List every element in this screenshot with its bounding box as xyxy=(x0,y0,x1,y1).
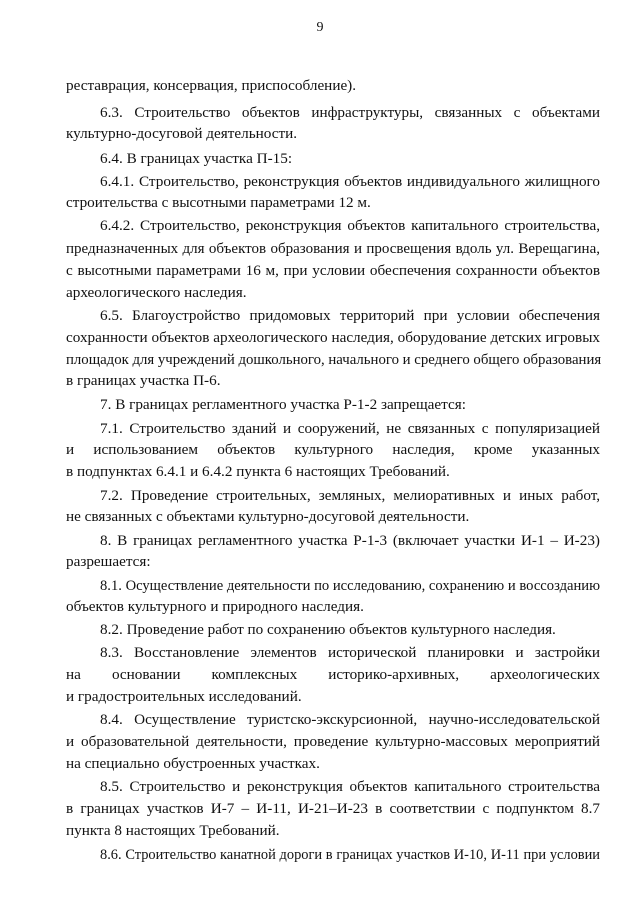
text-line: в подпунктах 6.4.1 и 6.4.2 пункта 6 настоящих Требований. xyxy=(66,463,450,480)
text-line: с высотными параметрами 16 м, при условии обеспечения сохранности объектов xyxy=(66,262,600,279)
text-line: 6.3. Строительство объектов инфраструктуры, связанных с объектами xyxy=(100,104,600,121)
text-line: предназначенных для объектов образования и просвещения вдоль ул. Верещагина, xyxy=(66,241,600,257)
text-line: 6.4.2. Строительство, реконструкция объектов капитального строительства, xyxy=(100,217,600,234)
text-line: и образовательной деятельности, проведение культурно-массовых мероприятий xyxy=(66,733,600,750)
text-line: 8.4. Осуществление туристско-экскурсионной, научно-исследовательской xyxy=(100,711,600,728)
text-line: реставрация, консервация, приспособление). xyxy=(66,77,357,94)
text-line: разрешается: xyxy=(66,553,151,570)
text-line: в границах участка П-6. xyxy=(66,372,221,389)
page-number: 9 xyxy=(316,20,324,35)
text-line: 7.1. Строительство зданий и сооружений, не связанных с популяризацией xyxy=(100,420,600,437)
text-line: площадок для учреждений дошкольного, начального и среднего общего образования xyxy=(66,352,602,368)
text-line: сохранности объектов археологического наследия, оборудование детских игровых xyxy=(66,329,600,346)
text-line: культурно-досуговой деятельности. xyxy=(66,125,298,142)
text-line: объектов культурного и природного наследия. xyxy=(66,598,364,615)
text-line: и использованием объектов культурного наследия, кроме указанных xyxy=(66,441,600,458)
text-line: 7.2. Проведение строительных, земляных, мелиоративных и иных работ, xyxy=(100,487,600,504)
text-line: на основании комплексных историко-архивных, археологических xyxy=(66,666,600,683)
text-line: 8.1. Осуществление деятельности по исследованию, сохранению и воссозданию xyxy=(100,578,600,594)
text-line: 8. В границах регламентного участка Р-1-3 (включает участки И-1 – И-23) xyxy=(100,532,600,549)
text-line: на специально обустроенных участках. xyxy=(66,755,320,772)
text-line: 8.5. Строительство и реконструкция объектов капитального строительства xyxy=(100,778,600,795)
text-line: в границах участков И-7 – И-11, И-21–И-23 в соответствии с подпунктом 8.7 xyxy=(66,800,600,817)
text-line: и градостроительных исследований. xyxy=(66,688,302,705)
text-line: 8.3. Восстановление элементов исторической планировки и застройки xyxy=(100,644,600,661)
text-line: пункта 8 настоящих Требований. xyxy=(66,822,280,839)
text-line: 6.4.1. Строительство, реконструкция объектов индивидуального жилищного xyxy=(100,173,600,190)
text-line: не связанных с объектами культурно-досуговой деятельности. xyxy=(66,508,470,525)
text-line: строительства с высотными параметрами 12 м. xyxy=(66,194,371,211)
text-line: 8.2. Проведение работ по сохранению объектов культурного наследия. xyxy=(100,621,556,638)
text-line: 8.6. Строительство канатной дороги в границах участков И-10, И-11 при условии xyxy=(100,847,600,863)
text-line: археологического наследия. xyxy=(66,284,247,301)
text-line: 6.5. Благоустройство придомовых территорий при условии обеспечения xyxy=(100,307,600,324)
text-line: 6.4. В границах участка П-15: xyxy=(100,150,293,167)
text-line: 7. В границах регламентного участка Р-1-2 запрещается: xyxy=(100,396,466,413)
